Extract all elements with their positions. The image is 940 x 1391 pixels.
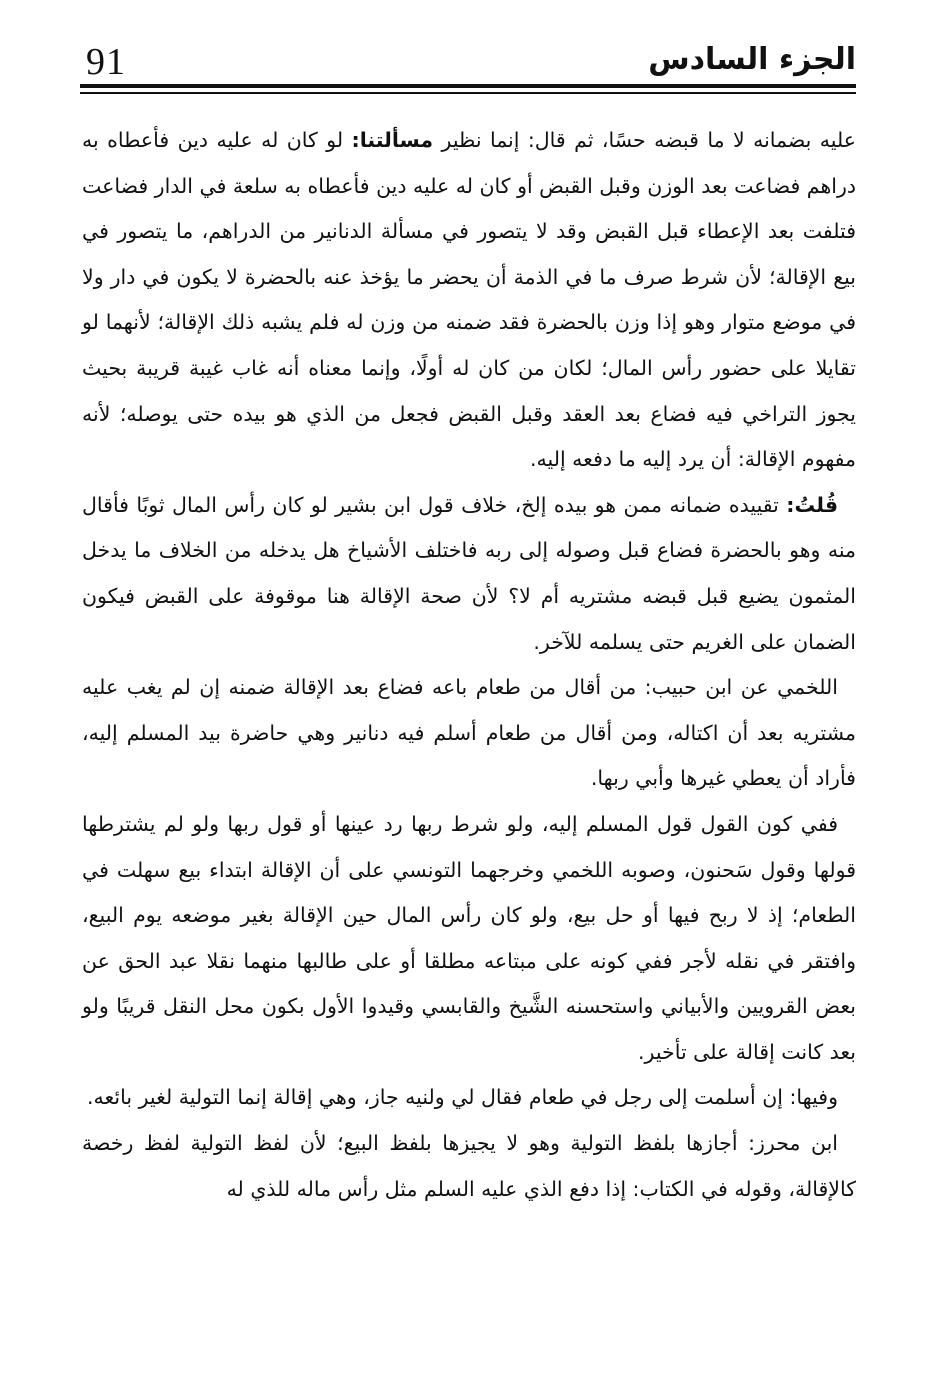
header-rule-thick <box>80 84 856 88</box>
paragraph-4 <box>82 802 856 1076</box>
paragraph-1-text: لو كان له عليه دين فأعطاه به دراهم فضاعت بعد الوزن وقبل القبض أو كان له عليه دين فأعطاه به سلعة في الدار فضاعت فتلفت بعد الإعطاء قبل القبض وقد لا يتصور في مسألة الدنانير من الدراهم، ما يتصور في بيع الإقالة؛ لأن شرط صرف ما في الذمة أن يحضر ما يؤخذ عنه بالحضرة لا يكون في دار ولا في موضع متوار وهو إذا وزن بالحضرة فقد ضمنه من وزن له فلم يشبه ذلك الإقالة؛ لأنهما لو تقايلا على حضور رأس المال؛ لكان من كان له أولًا، وإنما معناه أنه غاب غيبة قريبة بحيث يجوز التراخي فيه فضاع بعد العقد وقبل القبض فجعل من الذي هو بيده حتى يوصله؛ لأنه مفهوم الإقالة: أن يرد إليه ما دفعه إليه. <box>81 128 856 472</box>
paragraph-5 <box>82 1075 856 1121</box>
paragraph-6-text: ابن محرز: أجازها بلفظ التولية وهو لا يجيزها بلفظ البيع؛ لأن لفظ التولية لفظ رخصة كالإقالة، وقوله في الكتاب: إذا دفع الذي عليه السلم مثل رأس ماله للذي له <box>82 1131 856 1201</box>
paragraph-4-text: ففي كون القول قول المسلم إليه، ولو شرط ربها رد عينها أو قول ربها ولو لم يشترطها قولها وقول سَحنون، وصوبه اللخمي وخرجهما التونسي على أن الإقالة ابتداء بيع سهلت في الطعام؛ إذ لا ربح فيها أو حل بيع، ولو كان رأس المال حين الإقالة بغير موضعه يوم البيع، وافتقر في نقله لأجر ففي كونه على مبتاعه مطلقا أو على طالبها منهما نقلا عبد الحق عن بعض القرويين والأبياني واستحسنه الشَّيخ والقابسي وقيدوا الأول بكون محل النقل قريبًا ولو بعد كانت إقالة على تأخير. <box>82 811 856 1064</box>
paragraph-3-text: اللخمي عن ابن حبيب: من أقال من طعام باعه فضاع بعد الإقالة ضمنه إن لم يغب عليه مشتريه بعد أن اكتاله، ومن أقال من طعام أسلم فيه دنانير وهي حاضرة بيد المسلم إليه، فأراد أن يعطي غيرها وأبي ربها. <box>82 675 856 791</box>
paragraph-6 <box>82 1121 856 1212</box>
page-number: 91 <box>86 41 126 83</box>
running-title: الجزء السادس <box>648 42 856 77</box>
paragraph-1-lead: عليه بضمانه لا ما قبضه حسًا، ثم قال: إنما نظير <box>433 128 856 152</box>
paragraph-2 <box>82 483 856 665</box>
paragraph-1-keyword: مسألتنا: <box>351 128 434 152</box>
header-rule-thin <box>80 92 856 94</box>
paragraph-2-keyword: قُلتُ: <box>786 492 838 517</box>
body-text <box>82 118 856 1212</box>
paragraph-5-text: وفيها: إن أسلمت إلى رجل في طعام فقال لي ولنيه جاز، وهي إقالة إنما التولية لغير بائعه. <box>87 1085 838 1110</box>
paragraph-1 <box>82 118 856 483</box>
paragraph-3 <box>82 665 856 802</box>
paragraph-2-text: تقييده ضمانه ممن هو بيده إلخ، خلاف قول ابن بشير لو كان رأس المال ثوبًا فأقال منه وهو بالحضرة فضاع قبل وصوله إلى ربه فاختلف الأشياخ هل يدخله من الخلاف ما يدخل المثمون يضيع قبل قبضه مشتريه أم لا؟ لأن صحة الإقالة هنا موقوفة على القبض فيكون الضمان على الغريم حتى يسلمه للآخر. <box>82 492 856 654</box>
